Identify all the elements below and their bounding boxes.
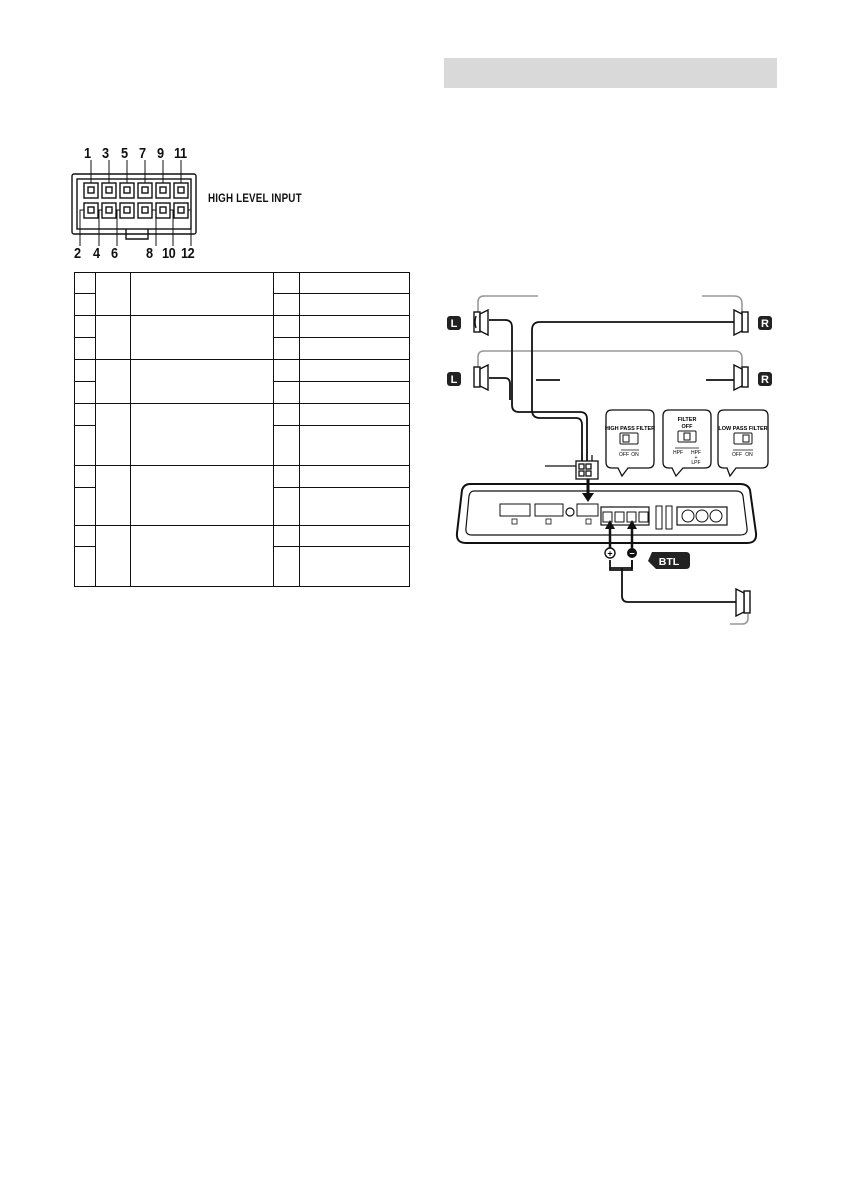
svg-text:R: R [761, 374, 769, 386]
wiring-diagram [440, 285, 781, 635]
badge-right-front [758, 316, 772, 330]
svg-text:OFF: OFF [681, 424, 693, 430]
high-pass-filter-switch-callout [605, 410, 655, 476]
badge-right-rear [758, 372, 772, 386]
svg-text:−: − [629, 548, 635, 559]
speaker-left-rear [474, 365, 488, 390]
connector-diagram [70, 160, 205, 250]
svg-text:OFF: OFF [732, 452, 742, 458]
svg-text:OFF: OFF [619, 452, 629, 458]
btl-tag [648, 552, 690, 569]
svg-text:R: R [761, 318, 769, 330]
section-header-bar [444, 58, 777, 88]
badge-left-rear [447, 372, 461, 386]
high-level-input-label: HIGH LEVEL INPUT [208, 191, 302, 205]
pin-number-6: 6 [111, 245, 118, 262]
pin-number-12: 12 [181, 245, 195, 262]
pin-assignment-table [74, 272, 410, 587]
speaker-right-rear [734, 365, 748, 390]
pin-number-3: 3 [102, 145, 109, 162]
top-terminals [84, 183, 188, 198]
svg-text:BTL: BTL [658, 556, 680, 568]
svg-text:HPF: HPF [691, 450, 701, 456]
svg-text:HIGH PASS FILTER: HIGH PASS FILTER [604, 426, 656, 432]
badge-left-front [447, 316, 461, 330]
table-row [75, 360, 410, 382]
speaker-subwoofer [736, 589, 750, 616]
table-row [75, 466, 410, 488]
svg-text:LPF: LPF [691, 460, 701, 466]
low-pass-filter-switch-callout [718, 410, 768, 476]
table-row [75, 316, 410, 338]
pin-number-5: 5 [121, 145, 128, 162]
svg-text:FILTER: FILTER [677, 417, 697, 423]
svg-text:HPF: HPF [673, 450, 683, 456]
pin-number-7: 7 [139, 145, 146, 162]
svg-text:L: L [450, 318, 458, 330]
table-row [75, 273, 410, 294]
pin-number-1: 1 [84, 145, 91, 162]
pin-number-11: 11 [174, 145, 187, 162]
pin-number-2: 2 [74, 245, 81, 262]
pin-number-8: 8 [146, 245, 153, 262]
svg-text:+: + [694, 455, 698, 461]
table-row [75, 526, 410, 547]
svg-text:L: L [450, 374, 458, 386]
table-row [75, 404, 410, 426]
speaker-left-front [474, 310, 488, 335]
polarity-minus [627, 548, 637, 559]
svg-text:+: + [607, 548, 613, 559]
speaker-right-front [734, 310, 748, 335]
pin-number-4: 4 [93, 245, 100, 262]
amplifier-body [457, 484, 756, 543]
filter-mode-switch-callout [663, 410, 711, 476]
input-connector-plug [545, 455, 598, 479]
svg-text:LOW PASS FILTER: LOW PASS FILTER [718, 426, 768, 432]
pin-number-10: 10 [162, 245, 176, 262]
polarity-plus [605, 548, 615, 559]
svg-text:ON: ON [745, 452, 753, 458]
svg-text:ON: ON [631, 452, 639, 458]
pin-number-9: 9 [157, 145, 164, 162]
